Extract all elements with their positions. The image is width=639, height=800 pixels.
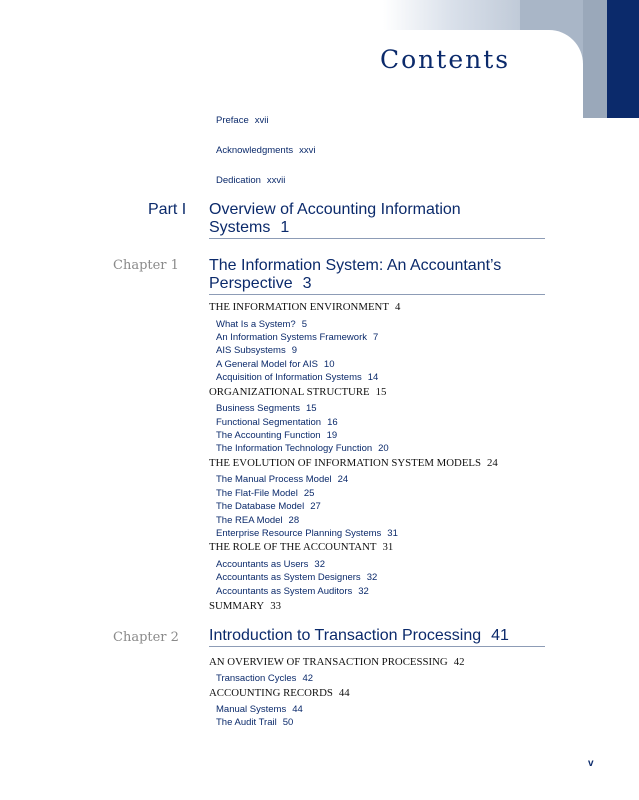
toc-subsection[interactable]: Accountants as System Auditors 32	[216, 586, 369, 597]
toc-entry-dedication[interactable]	[216, 175, 285, 186]
part-title-line2: Systems	[209, 219, 271, 236]
toc-entry-label: Dedication	[216, 175, 261, 186]
toc-subsection[interactable]: The Database Model 27	[216, 501, 321, 512]
toc-subsection[interactable]: Manual Systems 44	[216, 704, 303, 715]
chapter-2-page: 41	[491, 627, 509, 644]
chapter-1-title-line2: Perspective	[209, 275, 293, 292]
toc-subsection[interactable]: Functional Segmentation 16	[216, 417, 338, 428]
toc-section[interactable]: THE INFORMATION ENVIRONMENT 4	[209, 301, 401, 313]
chapter-1-title-line1: The Information System: An Accountant’s	[209, 257, 502, 274]
toc-section[interactable]: ACCOUNTING RECORDS 44	[209, 687, 350, 699]
toc-subsection[interactable]: Enterprise Resource Planning Systems 31	[216, 528, 398, 539]
toc-subsection[interactable]: Accountants as Users 32	[216, 559, 325, 570]
toc-subsection[interactable]: The Accounting Function 19	[216, 430, 338, 441]
corner-decoration-bar	[583, 0, 607, 118]
chapter-2-title-text: Introduction to Transaction Processing	[209, 627, 482, 644]
toc-subsection[interactable]: The Information Technology Function 20	[216, 443, 389, 454]
toc-section[interactable]: AN OVERVIEW OF TRANSACTION PROCESSING 42	[209, 656, 465, 668]
toc-subsection[interactable]: What Is a System? 5	[216, 319, 308, 330]
toc-section[interactable]: THE ROLE OF THE ACCOUNTANT 31	[209, 541, 394, 553]
toc-entry-label: Acknowledgments	[216, 145, 294, 156]
toc-section[interactable]: THE EVOLUTION OF INFORMATION SYSTEM MODELS 24	[209, 457, 498, 469]
part-title[interactable]	[209, 201, 545, 239]
toc-subsection[interactable]: Transaction Cycles 42	[216, 673, 314, 684]
corner-decoration-mask	[480, 30, 583, 118]
toc-subsection[interactable]: Business Segments 15	[216, 403, 317, 414]
toc-subsection[interactable]: An Information Systems Framework 7	[216, 332, 379, 343]
toc-subsection[interactable]: The REA Model 28	[216, 515, 300, 526]
toc-entry-acknowledgments[interactable]	[216, 145, 315, 156]
toc-subsection[interactable]: Acquisition of Information Systems 14	[216, 372, 379, 383]
toc-subsection[interactable]: Accountants as System Designers 32	[216, 572, 378, 583]
part-page: 1	[280, 219, 290, 236]
toc-subsection[interactable]: A General Model for AIS 10	[216, 359, 335, 370]
page-title: Contents	[380, 45, 511, 74]
chapter-2-title[interactable]	[209, 627, 545, 647]
toc-subsection[interactable]: The Audit Trail 50	[216, 717, 294, 728]
toc-entry-page: xxvi	[299, 145, 316, 156]
part-label: Part I	[148, 201, 187, 218]
toc-subsection[interactable]: The Flat-File Model 25	[216, 488, 315, 499]
chapter-1-title[interactable]	[209, 257, 545, 295]
corner-decoration-bar-dark	[607, 0, 639, 118]
toc-subsection[interactable]: The Manual Process Model 24	[216, 474, 349, 485]
toc-entry-page: xxvii	[266, 175, 286, 186]
chapter-1-page: 3	[302, 275, 312, 292]
part-title-line1: Overview of Accounting Information	[209, 201, 461, 218]
toc-section[interactable]: ORGANIZATIONAL STRUCTURE 15	[209, 386, 387, 398]
toc-entry-preface[interactable]	[216, 115, 268, 126]
chapter-1-label: Chapter 1	[113, 258, 179, 273]
toc-entry-page: xvii	[254, 115, 269, 126]
toc-subsection[interactable]: AIS Subsystems 9	[216, 345, 297, 356]
toc-entry-label: Preface	[216, 115, 249, 126]
page-number: v	[588, 758, 594, 769]
chapter-2-label: Chapter 2	[113, 630, 179, 645]
toc-section[interactable]: SUMMARY 33	[209, 600, 281, 612]
